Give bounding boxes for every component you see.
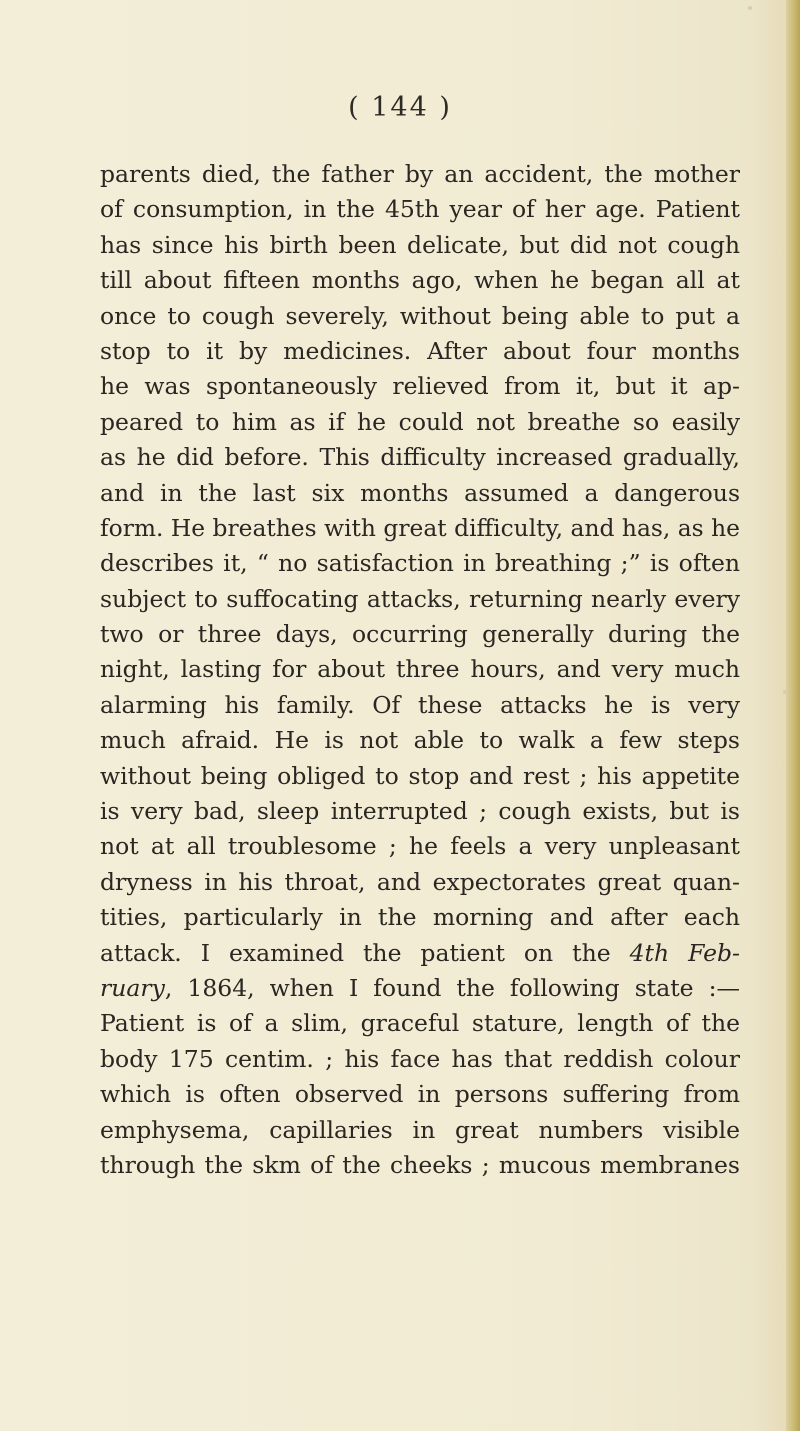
page-edge: [786, 0, 800, 1431]
text-line: is very bad, sleep interrupted ; cough exists, but is: [100, 797, 740, 826]
text-line: of consumption, in the 45th year of her age. Patient: [100, 195, 740, 224]
text-line: till about fifteen months ago, when he began all at: [100, 266, 740, 295]
text-line: not at all troublesome ; he feels a very unpleasant: [100, 832, 740, 861]
text-line: ruary, 1864, when I found the following state :—: [100, 973, 740, 1002]
paper-speck: [748, 6, 752, 10]
text-line: which is often observed in persons suffering from: [100, 1080, 740, 1109]
text-line: parents died, the father by an accident, the mother: [100, 160, 740, 188]
italic-date: ruary: [100, 973, 165, 1002]
text-line: without being obliged to stop and rest ; his appetite: [100, 761, 740, 790]
page-number: ( 144 ): [348, 92, 452, 123]
text-line: form. He breathes with great difficulty, and has, as he: [100, 513, 740, 542]
text-line: peared to him as if he could not breathe so easily: [100, 407, 740, 436]
text-line: much afraid. He is not able to walk a few steps: [100, 726, 740, 755]
italic-date: 4th Feb-: [629, 938, 740, 967]
paper-speck: [783, 690, 787, 694]
text-line: dryness in his throat, and expectorates great quan-: [100, 867, 740, 896]
text-line: night, lasting for about three hours, and very much: [100, 655, 740, 684]
text-line: describes it, “ no satisfaction in breathing ;” is often: [100, 549, 740, 578]
text-line: body 175 centim. ; his face has that reddish colour: [100, 1044, 740, 1073]
text-line: Patient is of a slim, graceful stature, length of the: [100, 1009, 740, 1038]
text-line: as he did before. This difficulty increased gradually,: [100, 443, 740, 472]
text-line: once to cough severely, without being able to put a: [100, 301, 740, 330]
text-line: attack. I examined the patient on the 4th Feb-: [100, 938, 740, 967]
text-line: emphysema, capillaries in great numbers visible: [100, 1115, 740, 1144]
text-line: alarming his family. Of these attacks he is very: [100, 690, 740, 719]
body-text: [100, 157, 740, 1183]
text-line: and in the last six months assumed a dangerous: [100, 478, 740, 507]
text-line: he was spontaneously relieved from it, but it ap-: [100, 372, 740, 401]
text-line: stop to it by medicines. After about four months: [100, 336, 740, 365]
text-line: subject to suffocating attacks, returning nearly every: [100, 584, 740, 613]
text-line: two or three days, occurring generally during the: [100, 620, 740, 649]
text-line: has since his birth been delicate, but did not cough: [100, 230, 740, 259]
text-line: tities, particularly in the morning and after each: [100, 903, 740, 932]
text-line: through the skm of the cheeks ; mucous membranes: [100, 1150, 740, 1179]
